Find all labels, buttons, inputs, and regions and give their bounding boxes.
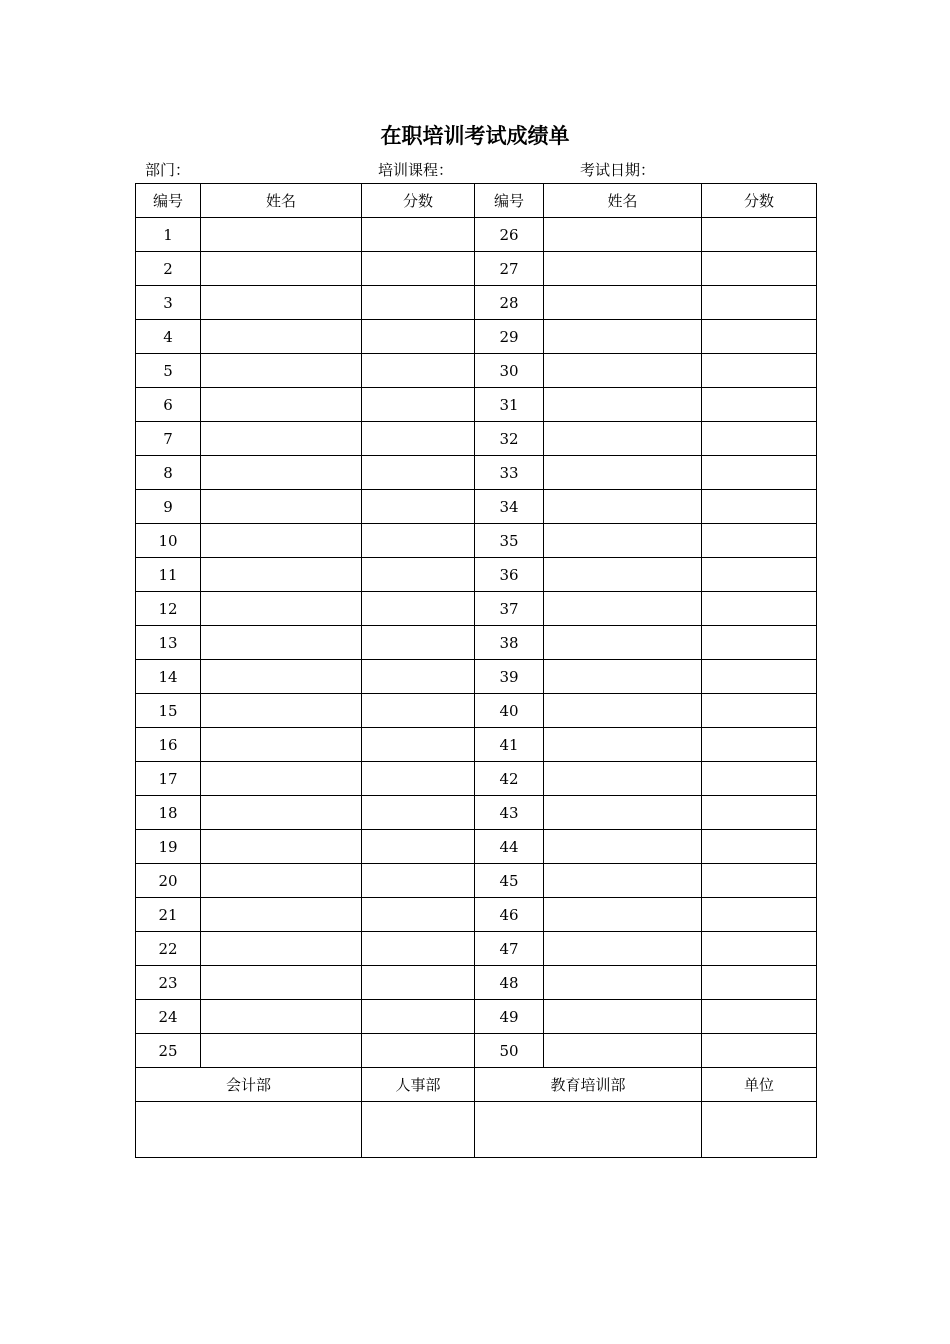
score-cell-right[interactable] — [702, 388, 817, 422]
score-cell-left[interactable] — [362, 660, 475, 694]
table-row — [136, 320, 817, 354]
name-cell-left[interactable] — [201, 830, 362, 864]
table-row — [136, 830, 817, 864]
table-row — [136, 252, 817, 286]
number-cell-left: 3 — [136, 286, 201, 320]
exam-date-label: 考试日期： — [580, 161, 656, 179]
score-cell-left[interactable] — [362, 1000, 475, 1034]
score-cell-right[interactable] — [702, 252, 817, 286]
score-cell-right[interactable] — [702, 898, 817, 932]
score-cell-left[interactable] — [362, 524, 475, 558]
signature-label-row — [136, 1068, 817, 1102]
number-cell-left: 7 — [136, 422, 201, 456]
score-cell-left[interactable] — [362, 728, 475, 762]
number-cell-left: 13 — [136, 626, 201, 660]
name-cell-right[interactable] — [544, 932, 702, 966]
score-cell-right[interactable] — [702, 864, 817, 898]
hr-signature-cell[interactable] — [362, 1102, 475, 1158]
score-cell-right[interactable] — [702, 796, 817, 830]
unit-label: 单位 — [702, 1068, 817, 1102]
number-cell-right: 37 — [475, 592, 544, 626]
number-cell-right: 43 — [475, 796, 544, 830]
score-cell-left[interactable] — [362, 694, 475, 728]
header-number-right: 编号 — [475, 184, 544, 218]
number-cell-left: 21 — [136, 898, 201, 932]
score-cell-left[interactable] — [362, 796, 475, 830]
number-cell-left: 2 — [136, 252, 201, 286]
score-cell-left[interactable] — [362, 966, 475, 1000]
number-cell-right: 28 — [475, 286, 544, 320]
name-cell-left[interactable] — [201, 524, 362, 558]
number-cell-right: 38 — [475, 626, 544, 660]
header-name-right: 姓名 — [544, 184, 702, 218]
name-cell-left[interactable] — [201, 354, 362, 388]
signature-blank-row — [136, 1102, 817, 1158]
score-table — [135, 183, 817, 1158]
number-cell-right: 33 — [475, 456, 544, 490]
number-cell-right: 42 — [475, 762, 544, 796]
score-cell-left[interactable] — [362, 1034, 475, 1068]
name-cell-right[interactable] — [544, 626, 702, 660]
name-cell-left[interactable] — [201, 320, 362, 354]
name-cell-left[interactable] — [201, 422, 362, 456]
name-cell-left[interactable] — [201, 898, 362, 932]
score-cell-right[interactable] — [702, 626, 817, 660]
score-cell-right[interactable] — [702, 218, 817, 252]
table-row — [136, 1000, 817, 1034]
number-cell-right: 44 — [475, 830, 544, 864]
number-cell-right: 48 — [475, 966, 544, 1000]
score-cell-left[interactable] — [362, 456, 475, 490]
number-cell-right: 47 — [475, 932, 544, 966]
name-cell-right[interactable] — [544, 1000, 702, 1034]
number-cell-right: 46 — [475, 898, 544, 932]
name-cell-right[interactable] — [544, 660, 702, 694]
name-cell-right[interactable] — [544, 592, 702, 626]
table-row — [136, 422, 817, 456]
name-cell-right[interactable] — [544, 898, 702, 932]
table-row — [136, 558, 817, 592]
number-cell-right: 34 — [475, 490, 544, 524]
education-training-signature-cell[interactable] — [475, 1102, 702, 1158]
score-cell-right[interactable] — [702, 1000, 817, 1034]
score-table-body — [136, 218, 817, 1068]
table-row — [136, 796, 817, 830]
name-cell-right[interactable] — [544, 830, 702, 864]
score-cell-left[interactable] — [362, 388, 475, 422]
score-cell-left[interactable] — [362, 864, 475, 898]
table-row — [136, 966, 817, 1000]
education-training-dept-label: 教育培训部 — [475, 1068, 702, 1102]
score-cell-left[interactable] — [362, 252, 475, 286]
name-cell-left[interactable] — [201, 864, 362, 898]
number-cell-left: 14 — [136, 660, 201, 694]
name-cell-left[interactable] — [201, 728, 362, 762]
table-row — [136, 660, 817, 694]
score-cell-right[interactable] — [702, 320, 817, 354]
number-cell-right: 41 — [475, 728, 544, 762]
number-cell-right: 32 — [475, 422, 544, 456]
table-row — [136, 898, 817, 932]
name-cell-right[interactable] — [544, 456, 702, 490]
name-cell-left[interactable] — [201, 1000, 362, 1034]
number-cell-right: 49 — [475, 1000, 544, 1034]
number-cell-right: 29 — [475, 320, 544, 354]
name-cell-left[interactable] — [201, 966, 362, 1000]
number-cell-left: 5 — [136, 354, 201, 388]
score-cell-left[interactable] — [362, 218, 475, 252]
score-cell-right[interactable] — [702, 728, 817, 762]
header-name-left: 姓名 — [201, 184, 362, 218]
table-header-row — [136, 184, 817, 218]
name-cell-left[interactable] — [201, 762, 362, 796]
name-cell-right[interactable] — [544, 286, 702, 320]
score-cell-right[interactable] — [702, 558, 817, 592]
number-cell-right: 31 — [475, 388, 544, 422]
score-cell-right[interactable] — [702, 456, 817, 490]
name-cell-right[interactable] — [544, 966, 702, 1000]
number-cell-left: 8 — [136, 456, 201, 490]
name-cell-right[interactable] — [544, 762, 702, 796]
table-row — [136, 694, 817, 728]
score-cell-left[interactable] — [362, 320, 475, 354]
page-title: 在职培训考试成绩单 — [380, 123, 570, 148]
score-cell-right[interactable] — [702, 830, 817, 864]
table-row — [136, 932, 817, 966]
hr-dept-label: 人事部 — [362, 1068, 475, 1102]
header-score-left: 分数 — [362, 184, 475, 218]
name-cell-left[interactable] — [201, 626, 362, 660]
name-cell-right[interactable] — [544, 354, 702, 388]
number-cell-right: 27 — [475, 252, 544, 286]
number-cell-right: 39 — [475, 660, 544, 694]
score-cell-left[interactable] — [362, 762, 475, 796]
score-cell-left[interactable] — [362, 558, 475, 592]
number-cell-right: 40 — [475, 694, 544, 728]
table-row — [136, 456, 817, 490]
accounting-dept-label: 会计部 — [136, 1068, 362, 1102]
number-cell-left: 1 — [136, 218, 201, 252]
name-cell-left[interactable] — [201, 252, 362, 286]
name-cell-left[interactable] — [201, 592, 362, 626]
number-cell-right: 30 — [475, 354, 544, 388]
table-row — [136, 354, 817, 388]
table-row — [136, 388, 817, 422]
table-row — [136, 286, 817, 320]
score-cell-right[interactable] — [702, 422, 817, 456]
table-row — [136, 490, 817, 524]
unit-signature-cell[interactable] — [702, 1102, 817, 1158]
score-cell-right[interactable] — [702, 694, 817, 728]
number-cell-left: 24 — [136, 1000, 201, 1034]
table-row — [136, 1034, 817, 1068]
number-cell-left: 6 — [136, 388, 201, 422]
score-cell-left[interactable] — [362, 592, 475, 626]
number-cell-left: 20 — [136, 864, 201, 898]
name-cell-right[interactable] — [544, 218, 702, 252]
name-cell-left[interactable] — [201, 456, 362, 490]
accounting-signature-cell[interactable] — [136, 1102, 362, 1158]
table-row — [136, 762, 817, 796]
table-row — [136, 864, 817, 898]
table-row — [136, 524, 817, 558]
header-score-right: 分数 — [702, 184, 817, 218]
number-cell-right: 35 — [475, 524, 544, 558]
name-cell-right[interactable] — [544, 796, 702, 830]
header-number-left: 编号 — [136, 184, 201, 218]
name-cell-right[interactable] — [544, 422, 702, 456]
name-cell-left[interactable] — [201, 660, 362, 694]
number-cell-left: 12 — [136, 592, 201, 626]
number-cell-left: 18 — [136, 796, 201, 830]
name-cell-left[interactable] — [201, 388, 362, 422]
number-cell-left: 4 — [136, 320, 201, 354]
score-cell-right[interactable] — [702, 524, 817, 558]
number-cell-right: 45 — [475, 864, 544, 898]
name-cell-right[interactable] — [544, 864, 702, 898]
score-cell-right[interactable] — [702, 660, 817, 694]
score-cell-right[interactable] — [702, 932, 817, 966]
name-cell-right[interactable] — [544, 490, 702, 524]
score-cell-right[interactable] — [702, 966, 817, 1000]
name-cell-right[interactable] — [544, 694, 702, 728]
name-cell-left[interactable] — [201, 796, 362, 830]
table-row — [136, 218, 817, 252]
name-cell-right[interactable] — [544, 524, 702, 558]
table-row — [136, 728, 817, 762]
name-cell-right[interactable] — [544, 388, 702, 422]
name-cell-left[interactable] — [201, 1034, 362, 1068]
name-cell-left[interactable] — [201, 932, 362, 966]
score-cell-left[interactable] — [362, 898, 475, 932]
number-cell-right: 50 — [475, 1034, 544, 1068]
number-cell-left: 25 — [136, 1034, 201, 1068]
score-cell-left[interactable] — [362, 626, 475, 660]
score-cell-right[interactable] — [702, 762, 817, 796]
number-cell-left: 19 — [136, 830, 201, 864]
name-cell-right[interactable] — [544, 558, 702, 592]
score-cell-left[interactable] — [362, 422, 475, 456]
number-cell-left: 11 — [136, 558, 201, 592]
score-cell-right[interactable] — [702, 490, 817, 524]
name-cell-left[interactable] — [201, 558, 362, 592]
number-cell-left: 17 — [136, 762, 201, 796]
number-cell-left: 10 — [136, 524, 201, 558]
score-cell-left[interactable] — [362, 830, 475, 864]
number-cell-left: 16 — [136, 728, 201, 762]
name-cell-left[interactable] — [201, 286, 362, 320]
score-cell-right[interactable] — [702, 592, 817, 626]
number-cell-left: 22 — [136, 932, 201, 966]
department-label: 部门： — [145, 161, 191, 179]
score-cell-left[interactable] — [362, 932, 475, 966]
name-cell-right[interactable] — [544, 1034, 702, 1068]
name-cell-left[interactable] — [201, 490, 362, 524]
number-cell-left: 9 — [136, 490, 201, 524]
table-row — [136, 626, 817, 660]
table-row — [136, 592, 817, 626]
score-cell-left[interactable] — [362, 354, 475, 388]
name-cell-right[interactable] — [544, 252, 702, 286]
number-cell-right: 36 — [475, 558, 544, 592]
number-cell-left: 23 — [136, 966, 201, 1000]
score-cell-left[interactable] — [362, 286, 475, 320]
score-cell-left[interactable] — [362, 490, 475, 524]
name-cell-right[interactable] — [544, 320, 702, 354]
score-cell-right[interactable] — [702, 286, 817, 320]
name-cell-right[interactable] — [544, 728, 702, 762]
number-cell-left: 15 — [136, 694, 201, 728]
name-cell-left[interactable] — [201, 218, 362, 252]
score-cell-right[interactable] — [702, 354, 817, 388]
number-cell-right: 26 — [475, 218, 544, 252]
course-label: 培训课程： — [378, 161, 454, 179]
name-cell-left[interactable] — [201, 694, 362, 728]
score-cell-right[interactable] — [702, 1034, 817, 1068]
